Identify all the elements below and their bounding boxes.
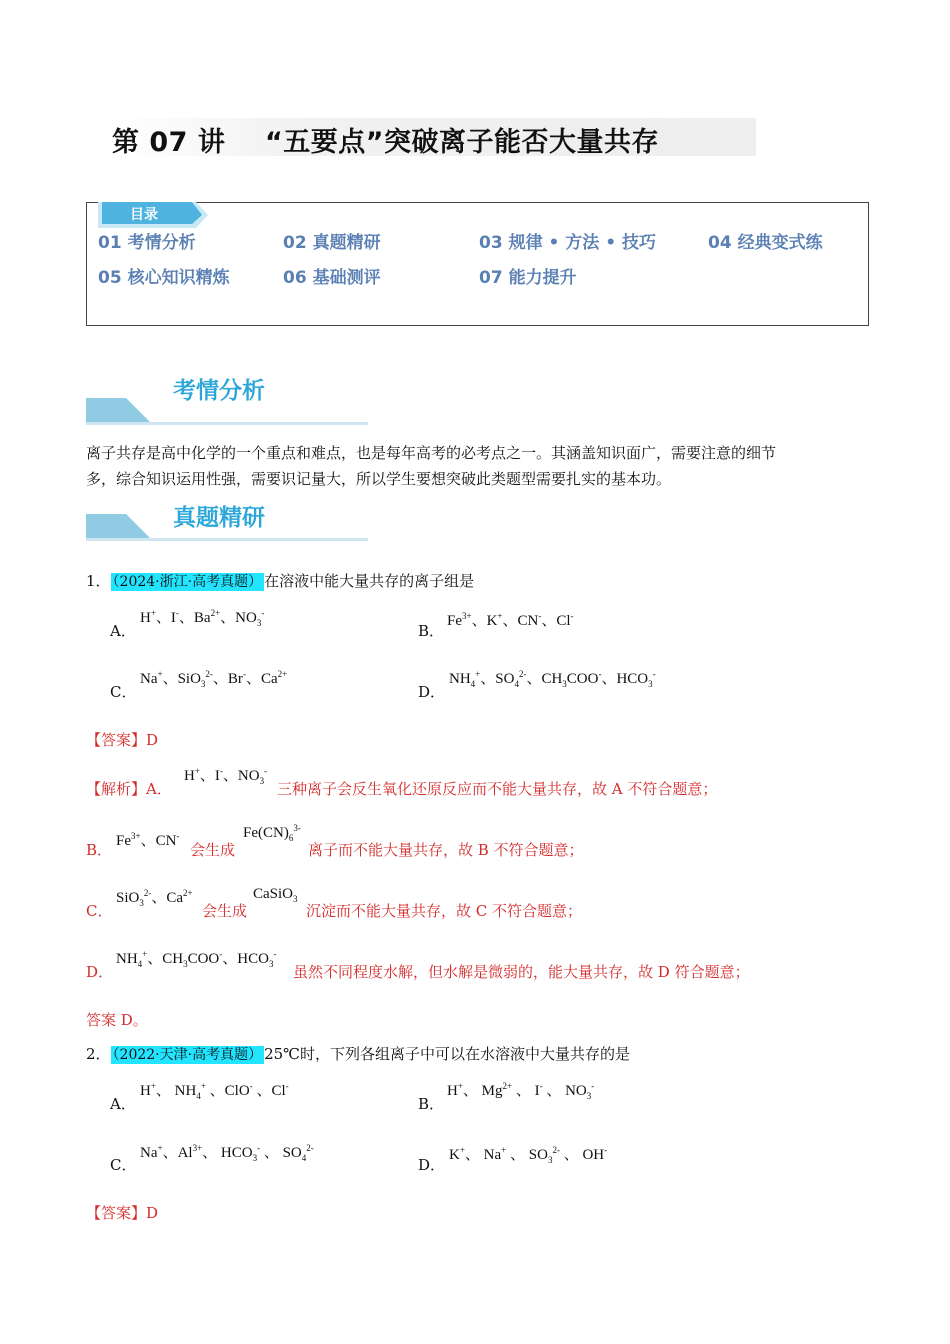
q1-option-d-label: D． — [418, 683, 446, 701]
q1-exp-d-text: 虽然不同程度水解，但水解是微弱的，能大量共存，故 D 符合题意； — [293, 963, 750, 981]
q2-answer: 【答案】D — [86, 1204, 159, 1222]
q2-option-b-label: B． — [418, 1095, 445, 1113]
q1-exp-b-mid: 会生成 — [190, 841, 236, 859]
q1-exp-b-text: 离子而不能大量共存，故 B 不符合题意； — [308, 841, 584, 859]
q1-option-c-ions: Na+、SiO$_3^{2-}$、Br-、$Ca^{2+}$ — [140, 669, 288, 689]
toc-item-zhenti[interactable]: 02 真题精研 — [283, 233, 381, 253]
q2-option-d-label: D． — [418, 1156, 446, 1174]
q2-option-a-label: A． — [110, 1095, 136, 1113]
q1-stem-text: 在溶液中能大量共存的离子组是 — [264, 572, 475, 590]
q1-exp-c-precipitate: CaSiO$_3$ — [253, 886, 298, 904]
toc-tab-label: 目录 — [130, 207, 158, 223]
q1-exp-c-mid: 会生成 — [202, 902, 248, 920]
q1-exp-a-ions: H+、I-、$NO_3^-$ — [184, 766, 268, 786]
toc-item-jichu[interactable]: 06 基础测评 — [283, 268, 381, 288]
q2-option-c-ions: Na+、$Al^{3+}$、 $HCO_3^-$ 、 $SO_4^{2-}$ — [140, 1143, 314, 1163]
q1-option-b-label: B． — [418, 622, 445, 640]
q1-exp-c-ions: SiO$_3^{2-}$、$Ca^{2+}$ — [116, 888, 193, 908]
toc-item-nengli[interactable]: 07 能力提升 — [479, 268, 577, 288]
section-title-kaoqing: 考情分析 — [173, 378, 265, 404]
q1-source-badge: （2024·浙江·高考真题） — [112, 574, 263, 590]
q2-option-a-ions: H+、 $NH_4^+$ 、ClO- 、Cl- — [140, 1081, 289, 1101]
q1-exp-b-complex: $Fe(CN)_6^{3-}$ — [243, 823, 301, 843]
page-title: 第 07 讲 “五要点”突破离子能否大量共存 — [112, 127, 659, 158]
q1-exp-a-text: 三种离子会反生氧化还原反应而不能大量共存，故 A 不符合题意； — [277, 780, 718, 798]
q1-exp-b-ions: $Fe^{3+}$、CN- — [116, 831, 180, 849]
q2-option-b-ions: H+、 $Mg^{2+}$ 、 I- 、 $NO_3^-$ — [447, 1081, 595, 1101]
q1-exp-b-head: B． — [86, 841, 113, 859]
intro-line-1: 离子共存是高中化学的一个重点和难点，也是每年高考的必考点之一。其涵盖知识面广，需要注意的细节 — [86, 444, 777, 462]
section-title-zhenti: 真题精研 — [173, 505, 265, 531]
q2-number: 2． — [86, 1045, 111, 1063]
q1-exp-d-head: D． — [86, 963, 114, 981]
q1-number: 1． — [86, 572, 111, 590]
q1-exp-c-text: 沉淀而不能大量共存，故 C 不符合题意； — [306, 902, 583, 920]
q1-option-b-ions: $Fe^{3+}$、K+、CN-、Cl- — [447, 611, 574, 629]
q1-stem — [86, 570, 474, 591]
q1-option-c-label: C． — [110, 683, 137, 701]
q1-option-d-ions: $NH_4^+$、$SO_4^{2-}$、$CH_3COO^-$、$HCO_3^-$ — [449, 669, 656, 689]
intro-line-2: 多，综合知识运用性强，需要识记量大，所以学生要想突破此类题型需要扎实的基本功。 — [86, 470, 672, 488]
toc-item-kaoqing[interactable]: 01 考情分析 — [98, 233, 196, 253]
toc-item-hexin[interactable]: 05 核心知识精炼 — [98, 268, 230, 288]
q2-stem — [86, 1043, 630, 1064]
toc-item-bianshi[interactable]: 04 经典变式练 — [708, 233, 823, 253]
q1-option-a-label: A． — [110, 622, 136, 640]
toc-item-guilv[interactable]: 03 规律 • 方法 • 技巧 — [479, 233, 656, 253]
q1-exp-c-head: C． — [86, 902, 113, 920]
q1-final-answer: 答案 D。 — [86, 1011, 148, 1029]
q1-answer: 【答案】D — [86, 731, 159, 749]
q2-stem-text: 25℃时，下列各组离子中可以在水溶液中大量共存的是 — [264, 1045, 630, 1063]
q2-source-badge: （2022·天津·高考真题） — [112, 1047, 263, 1063]
q2-option-d-ions: K+、 Na+ 、 $SO_3^{2-}$ 、 OH- — [449, 1145, 608, 1165]
q1-exp-a-head: 【解析】A． — [86, 780, 172, 798]
q2-option-c-label: C． — [110, 1156, 137, 1174]
q1-option-a-ions: H+、I-、$Ba^{2+}$、$NO_3^-$ — [140, 608, 265, 628]
q1-exp-d-ions: $NH_4^+$、$CH_3COO^-$、$HCO_3^-$ — [116, 949, 277, 969]
